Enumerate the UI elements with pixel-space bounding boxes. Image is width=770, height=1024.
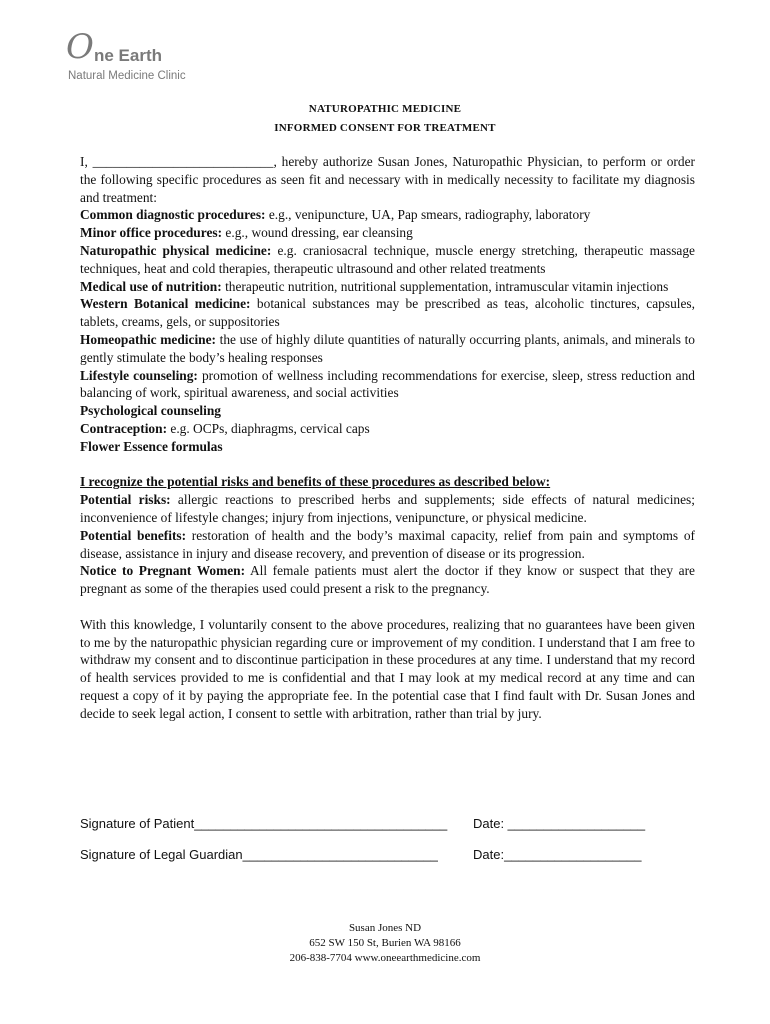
patient-date-field[interactable]: Date: ___________________ bbox=[473, 816, 646, 831]
consent-paragraph: With this knowledge, I voluntarily consent to the above procedures, realizing that no guarantees have been given to me by the naturopathic physician regarding cure or improvement of my condition. I understand that I am free to withdraw my consent and to discontinue participation in these procedures at any time. I understand that my record of health services provided to me is confidential and that I may look at my medical record at any time and can request a copy of it by paying the appropriate fee. In the potential case that I find fault with Dr. Susan Jones and decide to seek legal action, I consent to settle with arbitration, rather than trial by jury. bbox=[80, 616, 695, 721]
procedure-item bbox=[80, 242, 695, 278]
procedure-text: e.g. OCPs, diaphragms, cervical caps bbox=[167, 420, 370, 436]
procedure-label: Psychological counseling bbox=[80, 403, 221, 419]
consent-body bbox=[80, 153, 695, 723]
patient-signature-line[interactable] bbox=[80, 816, 700, 831]
procedure-text: botanical substances may be prescribed as teas, alcoholic tinctures, capsules, tablets, creams, gels, or suppositories bbox=[80, 296, 695, 330]
procedure-item bbox=[80, 295, 695, 331]
procedure-item bbox=[80, 367, 695, 403]
risk-label: Notice to Pregnant Women: bbox=[80, 563, 246, 579]
procedure-item bbox=[80, 331, 695, 367]
procedure-label: Medical use of nutrition: bbox=[80, 278, 222, 294]
procedure-text: e.g., venipuncture, UA, Pap smears, radiography, laboratory bbox=[265, 207, 591, 223]
procedure-label: Western Botanical medicine: bbox=[80, 296, 251, 312]
risk-text: All female patients must alert the doctor if they know or suspect that they are pregnant as some of the therapies used could present a risk to the pregnancy. bbox=[80, 563, 695, 597]
procedure-item bbox=[80, 206, 695, 224]
logo-subtitle: Natural Medicine Clinic bbox=[68, 70, 186, 82]
procedure-label: Flower Essence formulas bbox=[80, 438, 223, 454]
footer-address: 652 SW 150 St, Burien WA 98166 bbox=[309, 937, 461, 949]
risk-item bbox=[80, 527, 695, 563]
procedure-label: Common diagnostic procedures: bbox=[80, 207, 266, 223]
procedure-label: Lifestyle counseling: bbox=[80, 367, 198, 383]
clinic-logo bbox=[66, 27, 206, 92]
procedure-item bbox=[80, 420, 695, 438]
procedure-item bbox=[80, 402, 695, 420]
risk-label: Potential risks: bbox=[80, 492, 171, 508]
guardian-signature-label: Signature of Legal Guardian___________________________ bbox=[80, 847, 438, 862]
procedure-label: Contraception: bbox=[80, 420, 168, 436]
risk-label: Potential benefits: bbox=[80, 527, 187, 543]
risks-heading: I recognize the potential risks and benefits of these procedures as described below: bbox=[80, 474, 551, 490]
document-title: NATUROPATHIC MEDICINE bbox=[308, 103, 462, 115]
intro-paragraph: I, ___________________________, hereby authorize Susan Jones, Naturopathic Physician, to perform or order the following specific procedures as seen fit and necessary with in medically necessity to facilitate my diagnosis and treatment: bbox=[80, 154, 695, 205]
procedure-item bbox=[80, 278, 695, 296]
procedure-text: e.g., wound dressing, ear cleansing bbox=[222, 225, 413, 241]
procedure-label: Homeopathic medicine: bbox=[80, 331, 217, 347]
patient-signature-label: Signature of Patient___________________________________ bbox=[80, 816, 448, 831]
risk-text: allergic reactions to prescribed herbs and supplements; side effects of natural medicines; inconvenience of lifestyle changes; injury from injections, venipuncture, or physical medicine. bbox=[80, 492, 695, 525]
procedure-text: promotion of wellness including recommendations for exercise, sleep, stress reduction and balancing of work, spiritual awareness, and social activities bbox=[80, 367, 695, 401]
logo-letter-o: O bbox=[66, 27, 94, 67]
risk-item bbox=[80, 562, 695, 598]
procedure-text: the use of highly dilute quantities of naturally occurring plants, animals, and minerals to gently stimulate the body’s healing responses bbox=[80, 331, 695, 365]
logo-name: ne Earth bbox=[94, 46, 163, 65]
risk-item bbox=[80, 491, 695, 527]
footer-contact: 206-838-7704 www.oneearthmedicine.com bbox=[289, 952, 481, 964]
guardian-date-field[interactable]: Date:___________________ bbox=[473, 847, 642, 862]
procedure-item bbox=[80, 438, 695, 456]
clinic-footer bbox=[0, 921, 770, 966]
document-subtitle: INFORMED CONSENT FOR TREATMENT bbox=[274, 122, 496, 134]
footer-name: Susan Jones ND bbox=[348, 922, 422, 934]
procedure-text: therapeutic nutrition, nutritional supplementation, intramuscular vitamin injections bbox=[221, 278, 669, 294]
risk-text: restoration of health and the body’s maximal capacity, relief from pain and symptoms of disease, assistance in injury and disease recovery, and prevention of disease or its progression. bbox=[80, 527, 695, 561]
guardian-signature-line[interactable] bbox=[80, 847, 700, 862]
procedure-text: e.g. craniosacral technique, muscle energy stretching, therapeutic massage techniques, heat and cold therapies, therapeutic ultrasound and other related treatments bbox=[80, 242, 695, 276]
procedure-label: Naturopathic physical medicine: bbox=[80, 242, 272, 258]
procedure-item bbox=[80, 224, 695, 242]
procedure-label: Minor office procedures: bbox=[80, 225, 223, 241]
